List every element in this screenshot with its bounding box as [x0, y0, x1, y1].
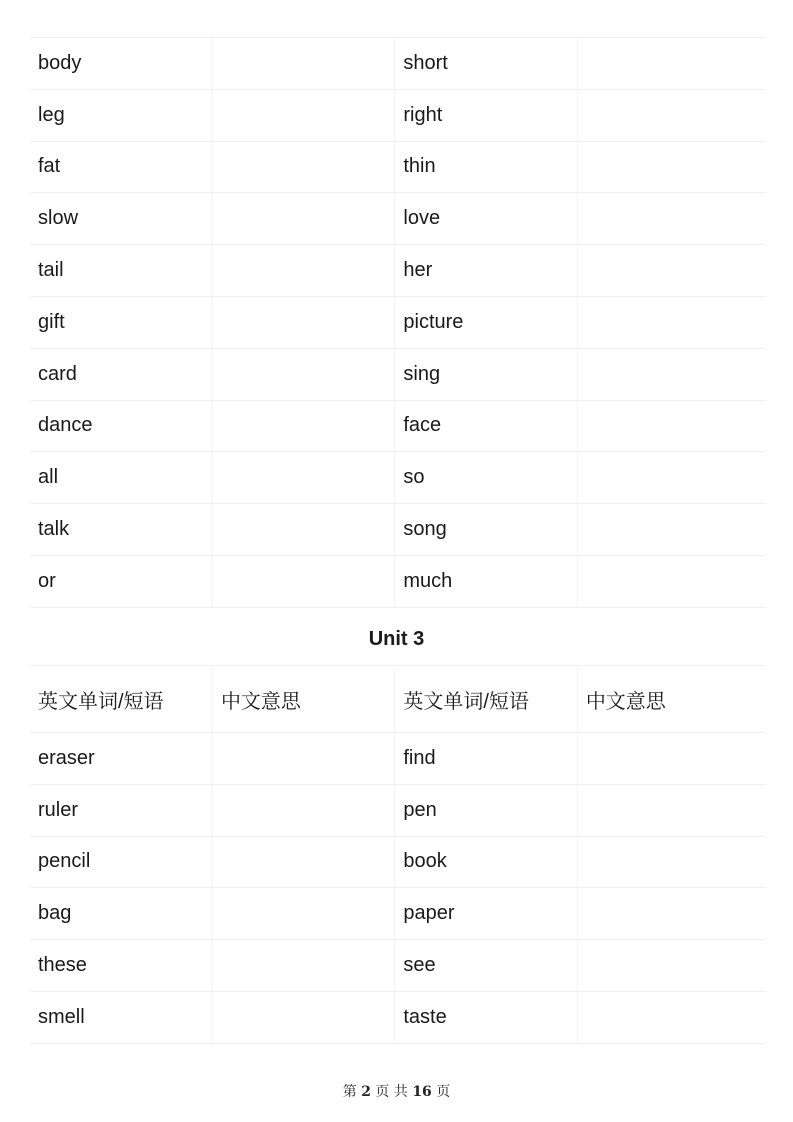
chinese-meaning-cell: [212, 400, 394, 452]
table-row: [30, 193, 765, 245]
footer-total-pages: 16: [412, 1084, 432, 1100]
english-word-cell: pencil: [30, 836, 212, 888]
chinese-meaning-cell: [212, 940, 394, 992]
table-row: [30, 504, 765, 556]
chinese-meaning-cell: [577, 784, 765, 836]
chinese-meaning-cell: [212, 38, 394, 90]
table-row: [30, 141, 765, 193]
english-word-cell: love: [395, 193, 577, 245]
table-header-row: [30, 666, 765, 733]
chinese-meaning-cell: [212, 784, 394, 836]
vocab-table-continued: [30, 37, 765, 608]
chinese-meaning-cell: [577, 940, 765, 992]
table-row: [30, 348, 765, 400]
chinese-meaning-cell: [577, 348, 765, 400]
chinese-meaning-cell: [212, 348, 394, 400]
table-row: [30, 888, 765, 940]
english-word-cell: fat: [30, 141, 212, 193]
english-word-cell: or: [30, 555, 212, 607]
unit3-vocab-table: [30, 665, 765, 1044]
chinese-meaning-cell: [212, 452, 394, 504]
english-word-cell: all: [30, 452, 212, 504]
english-word-cell: ruler: [30, 784, 212, 836]
chinese-meaning-cell: [212, 836, 394, 888]
english-word-cell: taste: [395, 991, 577, 1043]
english-word-cell: body: [30, 38, 212, 90]
chinese-meaning-cell: [212, 888, 394, 940]
english-word-cell: card: [30, 348, 212, 400]
english-word-cell: see: [395, 940, 577, 992]
english-word-cell: so: [395, 452, 577, 504]
chinese-meaning-cell: [577, 400, 765, 452]
table-row: [30, 400, 765, 452]
chinese-meaning-cell: [577, 245, 765, 297]
english-word-cell: gift: [30, 296, 212, 348]
chinese-meaning-cell: [577, 733, 765, 785]
english-word-cell: talk: [30, 504, 212, 556]
english-word-cell: song: [395, 504, 577, 556]
table-row: [30, 38, 765, 90]
chinese-meaning-cell: [577, 296, 765, 348]
table-row: [30, 555, 765, 607]
english-word-cell: book: [395, 836, 577, 888]
english-word-cell: sing: [395, 348, 577, 400]
unit-title: Unit 3: [368, 628, 425, 650]
english-word-cell: paper: [395, 888, 577, 940]
chinese-meaning-cell: [577, 141, 765, 193]
chinese-meaning-cell: [212, 89, 394, 141]
chinese-meaning-cell: [212, 991, 394, 1043]
header-chinese: 中文意思: [577, 666, 765, 733]
english-word-cell: thin: [395, 141, 577, 193]
table-row: [30, 89, 765, 141]
chinese-meaning-cell: [212, 245, 394, 297]
chinese-meaning-cell: [577, 991, 765, 1043]
table-row: [30, 296, 765, 348]
chinese-meaning-cell: [577, 888, 765, 940]
chinese-meaning-cell: [577, 452, 765, 504]
header-english: 英文单词/短语: [30, 666, 212, 733]
chinese-meaning-cell: [212, 296, 394, 348]
chinese-meaning-cell: [577, 836, 765, 888]
english-word-cell: picture: [395, 296, 577, 348]
footer-prefix: 第: [342, 1084, 357, 1100]
table-row: [30, 991, 765, 1043]
chinese-meaning-cell: [212, 733, 394, 785]
chinese-meaning-cell: [212, 141, 394, 193]
chinese-meaning-cell: [577, 89, 765, 141]
chinese-meaning-cell: [577, 193, 765, 245]
page-footer: [0, 1081, 793, 1101]
english-word-cell: slow: [30, 193, 212, 245]
english-word-cell: pen: [395, 784, 577, 836]
table-row: [30, 940, 765, 992]
english-word-cell: face: [395, 400, 577, 452]
footer-page-number: 2: [361, 1084, 371, 1100]
english-word-cell: eraser: [30, 733, 212, 785]
english-word-cell: short: [395, 38, 577, 90]
english-word-cell: much: [395, 555, 577, 607]
english-word-cell: these: [30, 940, 212, 992]
chinese-meaning-cell: [577, 504, 765, 556]
chinese-meaning-cell: [212, 504, 394, 556]
english-word-cell: tail: [30, 245, 212, 297]
table-row: [30, 452, 765, 504]
table-row: [30, 245, 765, 297]
chinese-meaning-cell: [212, 193, 394, 245]
english-word-cell: smell: [30, 991, 212, 1043]
english-word-cell: bag: [30, 888, 212, 940]
english-word-cell: find: [395, 733, 577, 785]
table-row: [30, 836, 765, 888]
chinese-meaning-cell: [212, 555, 394, 607]
english-word-cell: her: [395, 245, 577, 297]
footer-suffix: 页: [436, 1084, 451, 1100]
footer-middle: 页 共: [375, 1084, 408, 1100]
english-word-cell: leg: [30, 89, 212, 141]
table-row: [30, 733, 765, 785]
header-english: 英文单词/短语: [395, 666, 577, 733]
table-row: [30, 784, 765, 836]
chinese-meaning-cell: [577, 555, 765, 607]
chinese-meaning-cell: [577, 38, 765, 90]
english-word-cell: right: [395, 89, 577, 141]
header-chinese: 中文意思: [212, 666, 394, 733]
english-word-cell: dance: [30, 400, 212, 452]
